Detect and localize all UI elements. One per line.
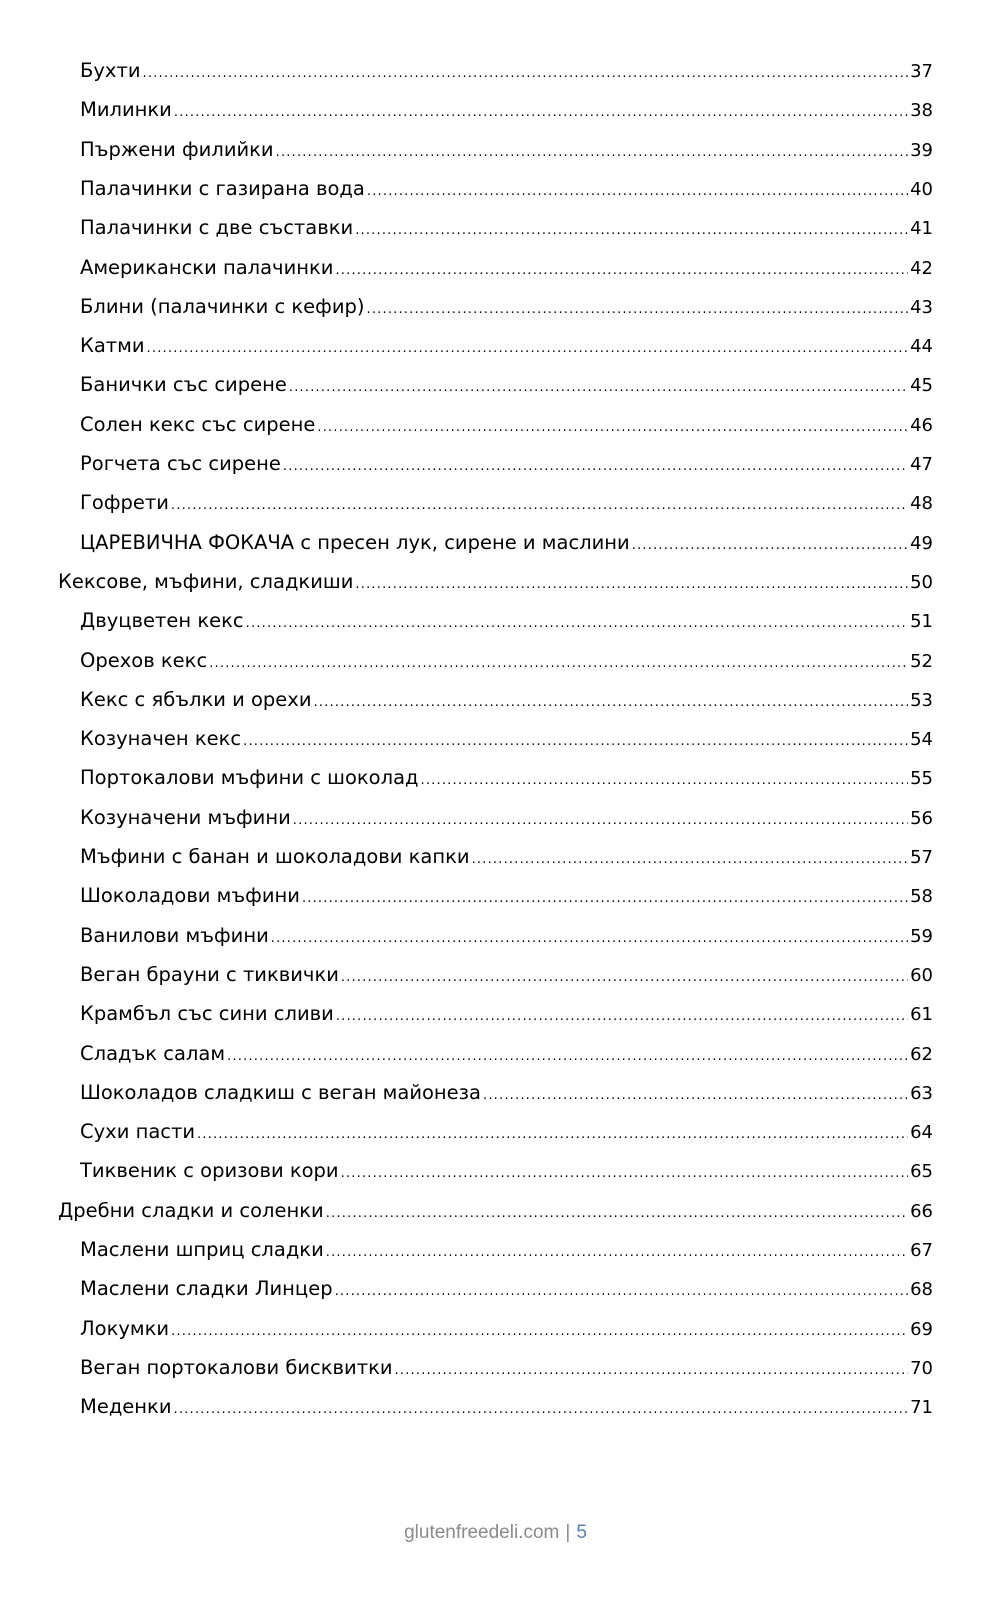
toc-entry-page: 70 [910, 1357, 933, 1379]
toc-leader-dots [302, 886, 908, 912]
toc-entry-title: ЦАРЕВИЧНА ФОКАЧА с пресен лук, сирене и маслини [80, 530, 630, 554]
toc-entry-title: Блини (палачинки с кефир) [80, 294, 365, 318]
toc-entry-page: 62 [910, 1043, 933, 1065]
toc-entry-page: 64 [910, 1122, 933, 1144]
toc-entry-title: Козуначени мъфини [80, 805, 291, 829]
toc-leader-dots [143, 61, 909, 87]
toc-entry[interactable] [80, 372, 933, 398]
toc-entry-page: 65 [910, 1161, 933, 1183]
toc-entry-page: 59 [910, 925, 933, 947]
toc-entry[interactable] [80, 608, 933, 634]
toc-entry-title: Ванилови мъфини [80, 923, 269, 947]
toc-entry-title: Сладък салам [80, 1041, 226, 1065]
toc-leader-dots [197, 1122, 908, 1148]
toc-entry-page: 51 [910, 611, 933, 633]
toc-entry[interactable] [80, 451, 933, 477]
toc-leader-dots [314, 690, 909, 716]
toc-entry-title: Пържени филийки [80, 137, 274, 161]
toc-entry[interactable] [80, 530, 933, 556]
toc-entry-title: Козуначен кекс [80, 727, 242, 751]
toc-leader-dots [421, 768, 909, 794]
toc-entry[interactable] [80, 1355, 933, 1381]
toc-entry[interactable] [80, 176, 933, 202]
toc-entry-title: Палачинки с две съставки [80, 216, 354, 240]
toc-entry-page: 48 [910, 493, 933, 515]
toc-entry-page: 68 [910, 1279, 933, 1301]
toc-entry[interactable] [80, 490, 933, 516]
toc-entry[interactable] [80, 687, 933, 713]
toc-leader-dots [317, 415, 908, 441]
toc-entry-title: Солен кекс със сирене [80, 412, 316, 436]
toc-leader-dots [326, 1240, 908, 1266]
toc-entry-page: 71 [910, 1397, 933, 1419]
toc-entry-page: 37 [910, 61, 933, 82]
toc-entry-page: 38 [910, 100, 933, 122]
footer-page-number: 5 [576, 1522, 587, 1543]
toc-entry-page: 39 [910, 139, 933, 161]
toc-entry-page: 55 [910, 768, 933, 790]
toc-entry[interactable] [80, 1001, 933, 1027]
toc-leader-dots [209, 651, 908, 677]
toc-entry-title: Локумки [80, 1316, 170, 1340]
toc-entry[interactable] [80, 137, 933, 163]
toc-entry[interactable] [80, 1080, 933, 1106]
toc-entry-title: Веган портокалови бисквитки [80, 1355, 393, 1379]
toc-entry[interactable] [80, 923, 933, 949]
toc-entry-page: 61 [910, 1004, 933, 1026]
toc-entry[interactable] [80, 883, 933, 909]
toc-entry[interactable] [80, 1119, 933, 1145]
toc-entry-title: Тиквеник с оризови кори [80, 1159, 339, 1183]
toc-leader-dots [227, 1044, 908, 1070]
toc-leader-dots [246, 611, 908, 637]
toc-entry-page: 69 [910, 1318, 933, 1340]
toc-entry-page: 45 [910, 375, 933, 397]
toc-entry-title: Гофрети [80, 491, 169, 515]
toc-leader-dots [355, 218, 908, 244]
page-footer [0, 1522, 991, 1544]
toc-entry-page: 60 [910, 964, 933, 986]
toc-entry[interactable] [80, 648, 933, 674]
toc-entry-page: 50 [910, 571, 933, 593]
toc-entry[interactable] [80, 58, 933, 84]
toc-entry-title: Портокалови мъфини с шоколад [80, 766, 419, 790]
toc-leader-dots [289, 375, 908, 401]
toc-entry-page: 58 [910, 886, 933, 908]
toc-entry-title: Маслени шприц сладки [80, 1238, 324, 1261]
toc-entry[interactable] [80, 1041, 933, 1067]
toc-entry-page: 47 [910, 454, 933, 475]
toc-entry-title: Шоколадов сладкиш с веган майонеза [80, 1080, 481, 1104]
toc-leader-dots [336, 1004, 908, 1030]
toc-entry[interactable] [80, 1276, 933, 1302]
toc-leader-dots [283, 454, 908, 480]
toc-leader-dots [171, 493, 908, 519]
footer-site: glutenfreedeli.com [404, 1522, 560, 1543]
toc-entry-title: Шоколадови мъфини [80, 884, 300, 908]
toc-leader-dots [335, 258, 908, 284]
toc-leader-dots [341, 965, 908, 991]
toc-entry[interactable] [80, 97, 933, 123]
toc-leader-dots [341, 1161, 909, 1187]
toc-entry[interactable] [80, 1394, 933, 1420]
toc-leader-dots [483, 1083, 908, 1109]
toc-entry-page: 67 [910, 1240, 933, 1261]
toc-entry[interactable] [80, 294, 933, 320]
toc-leader-dots [326, 1201, 908, 1227]
toc-leader-dots [276, 140, 908, 166]
toc-leader-dots [395, 1358, 909, 1384]
toc-leader-dots [366, 297, 908, 323]
toc-leader-dots [171, 1319, 908, 1345]
toc-leader-dots [335, 1279, 909, 1305]
toc-entry-page: 42 [910, 257, 933, 279]
toc-leader-dots [293, 808, 908, 834]
toc-entry-title: Катми [80, 334, 145, 358]
toc-entry-page: 56 [910, 807, 933, 829]
toc-entry-title: Меденки [80, 1395, 172, 1419]
toc-entry-title: Рогчета със сирене [80, 452, 281, 475]
toc-entry[interactable] [58, 1198, 933, 1224]
toc-entry-title: Крамбъл със сини сливи [80, 1002, 334, 1026]
toc-leader-dots [472, 847, 909, 873]
toc-entry-page: 49 [910, 532, 933, 554]
toc-entry-page: 66 [910, 1200, 933, 1222]
toc-entry[interactable] [80, 1158, 933, 1184]
toc-entry-title: Кекс с ябълки и орехи [80, 687, 312, 711]
toc-entry[interactable] [58, 569, 933, 595]
footer-separator: | [565, 1522, 571, 1543]
toc-entry[interactable] [80, 962, 933, 988]
toc-entry[interactable] [80, 844, 933, 870]
toc-entry-page: 40 [910, 178, 933, 200]
toc-leader-dots [243, 729, 908, 755]
toc-leader-dots [632, 533, 908, 559]
toc-leader-dots [367, 179, 908, 205]
toc-entry[interactable] [80, 765, 933, 791]
toc-entry-title: Кексове, мъфини, сладкиши [58, 569, 354, 593]
toc-entry[interactable] [80, 412, 933, 438]
toc-entry-title: Дребни сладки и соленки [58, 1198, 324, 1222]
toc-entry-page: 53 [910, 689, 933, 711]
toc-entry[interactable] [80, 726, 933, 752]
toc-entry-title: Палачинки с газирана вода [80, 176, 365, 200]
toc-entry-page: 63 [910, 1082, 933, 1104]
toc-entry-title: Банички със сирене [80, 373, 287, 397]
toc-entry-page: 52 [910, 650, 933, 672]
toc-entry-title: Орехов кекс [80, 648, 208, 672]
toc-entry[interactable] [80, 333, 933, 359]
toc-entry-page: 57 [910, 847, 933, 868]
toc-entry-page: 43 [910, 296, 933, 318]
toc-entry-title: Американски палачинки [80, 255, 334, 279]
toc-entry[interactable] [80, 805, 933, 831]
toc-entry[interactable] [80, 255, 933, 281]
toc-entry[interactable] [80, 1237, 933, 1263]
toc-leader-dots [174, 100, 908, 126]
toc-entry-title: Сухи пасти [80, 1120, 196, 1144]
toc-leader-dots [271, 926, 908, 952]
toc-entry[interactable] [80, 215, 933, 241]
toc-entry-title: Милинки [80, 98, 172, 122]
toc-entry-title: Мъфини с банан и шоколадови капки [80, 845, 470, 868]
toc-entry-page: 46 [910, 414, 933, 436]
toc-entry-title: Веган брауни с тиквички [80, 962, 339, 986]
toc-leader-dots [174, 1397, 909, 1423]
toc-entry[interactable] [80, 1316, 933, 1342]
toc-entry-title: Двуцветен кекс [80, 609, 244, 633]
toc-entry-title: Бухти [80, 59, 141, 82]
toc-leader-dots [355, 572, 908, 598]
toc-entry-title: Маслени сладки Линцер [80, 1277, 333, 1301]
toc-leader-dots [147, 336, 909, 362]
toc-entry-page: 44 [910, 336, 933, 358]
toc-entry-page: 54 [910, 729, 933, 751]
toc-entry-page: 41 [910, 218, 933, 240]
